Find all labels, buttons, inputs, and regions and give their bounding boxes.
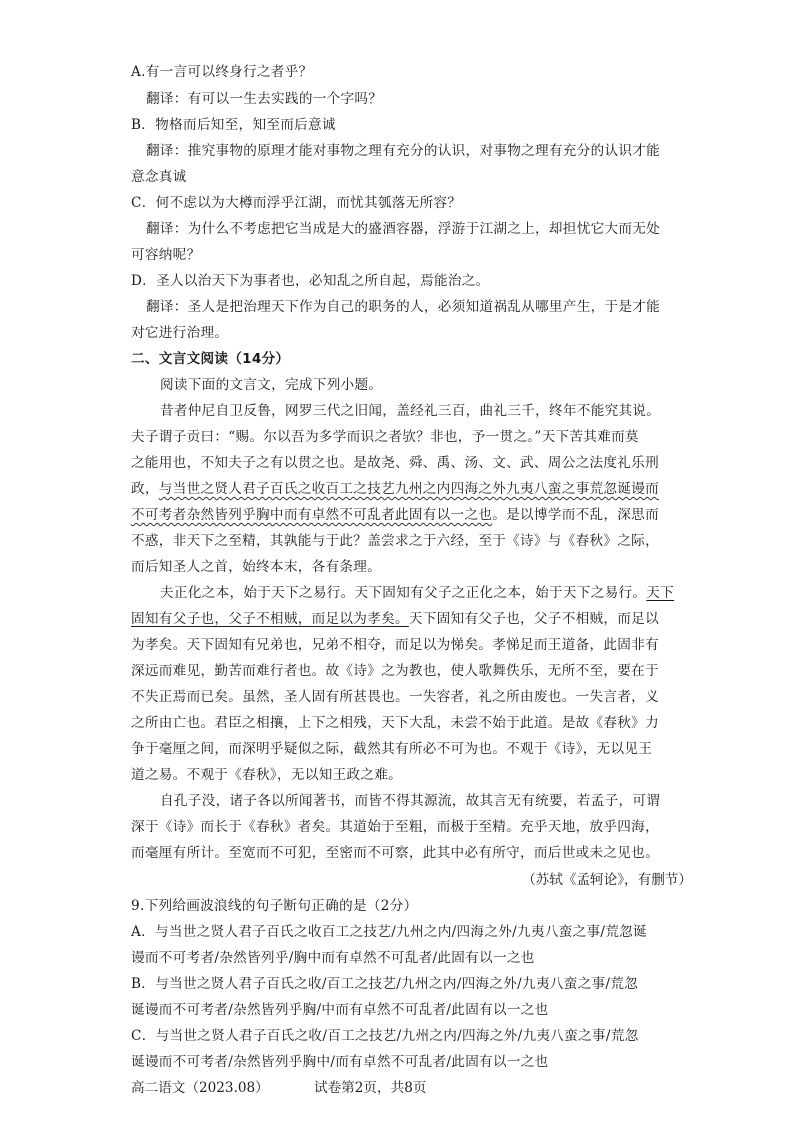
wavy-underlined-sentence: 不可考者杂然皆列乎胸中而有卓然不可乱者此固有以一之也 <box>131 507 493 523</box>
passage-line <box>160 583 674 603</box>
passage-line: 不惑，非天下之至精，其孰能与于此？盖尝求之于六经，至于《诗》与《春秋》之际， <box>131 533 659 549</box>
option-c-question: C．何不虑以为大樽而浮乎江湖，而忧其瓠落无所容？ <box>131 195 462 211</box>
passage-line: 为孝矣。天下固知有兄弟也，兄弟不相夺，而足以为悌矣。孝悌足而王道备，此固非有 <box>131 637 659 653</box>
passage-text: 天下固知有父子也，父子不相贼，而足以 <box>408 611 659 627</box>
passage-line: 之能用也，不知夫子之有以贯之也。是故尧、舜、禹、汤、文、武、周公之法度礼乐刑 <box>131 455 659 471</box>
passage-line <box>131 479 659 499</box>
passage-line: 而后知圣人之首，始终本末，各有条理。 <box>131 559 382 575</box>
passage-line: 自孔子没，诸子各以所闻著书，而皆不得其源流，故其言无有统要，若孟子，可谓 <box>160 793 661 809</box>
option-a-translation: 翻译：有可以一生去实践的一个字吗？ <box>146 91 383 107</box>
choice-c: C．与当世之贤人君子百氏之收/百工之技艺/九州之内/四海之外/九夷八蛮之事/荒忽 <box>131 1028 639 1044</box>
footer-course: 高二语文（2023.08） <box>131 1080 269 1096</box>
passage-line: 不失正焉而已矣。虽然，圣人固有所甚畏也。一失容者，礼之所由废也。一失言者，义 <box>131 689 659 705</box>
option-b-question: B．物格而后知至，知至而后意诚 <box>131 117 336 133</box>
option-b-translation-cont: 意念真诚 <box>131 169 187 185</box>
passage-line: 而毫厘有所计。至宽而不可犯，至密而不可察，此其中必有所守，而后世或未之见也。 <box>131 845 659 861</box>
choice-b: B．与当世之贤人君子百氏之收/百工之技艺/九州之内/四海之外/九夷八蛮之事/荒忽 <box>131 976 639 992</box>
passage-line <box>131 505 659 525</box>
question-stem: 9.下列给画波浪线的句子断句正确的是（2分） <box>131 898 418 914</box>
passage-line: 争于毫厘之间，而深明乎疑似之际，截然其有所必不可为也。不观于《诗》，无以见王 <box>131 741 653 757</box>
option-d-question: D．圣人以治天下为事者也，必知乱之所自起，焉能治之。 <box>131 273 490 289</box>
passage-text: 政， <box>131 481 159 497</box>
option-d-translation: 翻译：圣人是把治理天下作为自己的职务的人，必须知道祸乱从哪里产生，于是才能 <box>146 299 661 315</box>
choice-b-cont: 诞谩而不可考者/杂然皆列乎胸/中而有卓然不可乱者/此固有以一之也 <box>131 1002 549 1018</box>
option-d-translation-cont: 对它进行治理。 <box>131 325 229 341</box>
option-a-question: A.有一言可以终身行之者乎？ <box>131 64 313 80</box>
footer-page-number: 试卷第2页，共8页 <box>314 1080 427 1096</box>
passage-line: 深远而难见，勤苦而难行者也。故《诗》之为教也，使人歌舞佚乐，无所不至，要在于 <box>131 663 659 679</box>
passage-line: 夫子谓子贡曰：“赐。尔以吾为多学而识之者欤？非也，予一贯之。”天下苦其难而莫 <box>131 429 639 445</box>
underlined-sentence: 天下 <box>646 585 675 601</box>
passage-line: 之所由亡也。君臣之相攘，上下之相残，天下大乱，未尝不始于此道。是故《春秋》力 <box>131 715 659 731</box>
option-b-translation: 翻译：推究事物的原理才能对事物之理有充分的认识，对事物之理有充分的认识才能 <box>146 143 661 159</box>
passage-line: 深于《诗》而长于《春秋》者矣。其道始于至粗，而极于至精。充乎天地，放乎四海， <box>131 819 659 835</box>
choice-a: A．与当世之贤人君子百氏之收百工之技艺/九州之内/四海之外/九夷八蛮之事/荒忽诞 <box>131 924 647 940</box>
passage-line: 昔者仲尼自卫反鲁，网罗三代之旧闻，盖经礼三百，曲礼三千，终年不能究其说。 <box>160 403 661 419</box>
option-c-translation: 翻译：为什么不考虑把它当成是大的盛酒容器，浮游于江湖之上，却担忧它大而无处 <box>146 221 661 237</box>
passage-text: 。是以博学而不乱，深思而 <box>492 507 659 523</box>
passage-line: 道之易。不观于《春秋》，无以知王政之难。 <box>131 767 403 783</box>
section-instruction: 阅读下面的文言文，完成下列小题。 <box>160 377 383 393</box>
passage-source: （苏轼《孟轲论》，有删节） <box>522 872 692 888</box>
wavy-underlined-sentence: 与当世之贤人君子百氏之收百工之技艺九州之内四海之外九夷八蛮之事荒忽诞谩而 <box>158 481 659 497</box>
choice-c-cont: 诞谩而不可考者/杂然皆列乎胸中/而有卓然不可乱者/此固有以一之也 <box>131 1054 549 1070</box>
section-heading: 二、文言文阅读（14分） <box>131 351 290 367</box>
passage-line <box>131 609 659 629</box>
passage-text: 夫正化之本，始于天下之易行。天下固知有父子之正化之本，始于天下之易行。 <box>160 585 647 601</box>
option-c-translation-cont: 可容纳呢？ <box>131 247 201 263</box>
underlined-sentence: 固知有父子也，父子不相贼，而足以为孝矣。 <box>131 611 409 627</box>
choice-a-cont: 谩而不可考者/杂然皆列乎/胸中而有卓然不可乱者/此固有以一之也 <box>131 950 535 966</box>
